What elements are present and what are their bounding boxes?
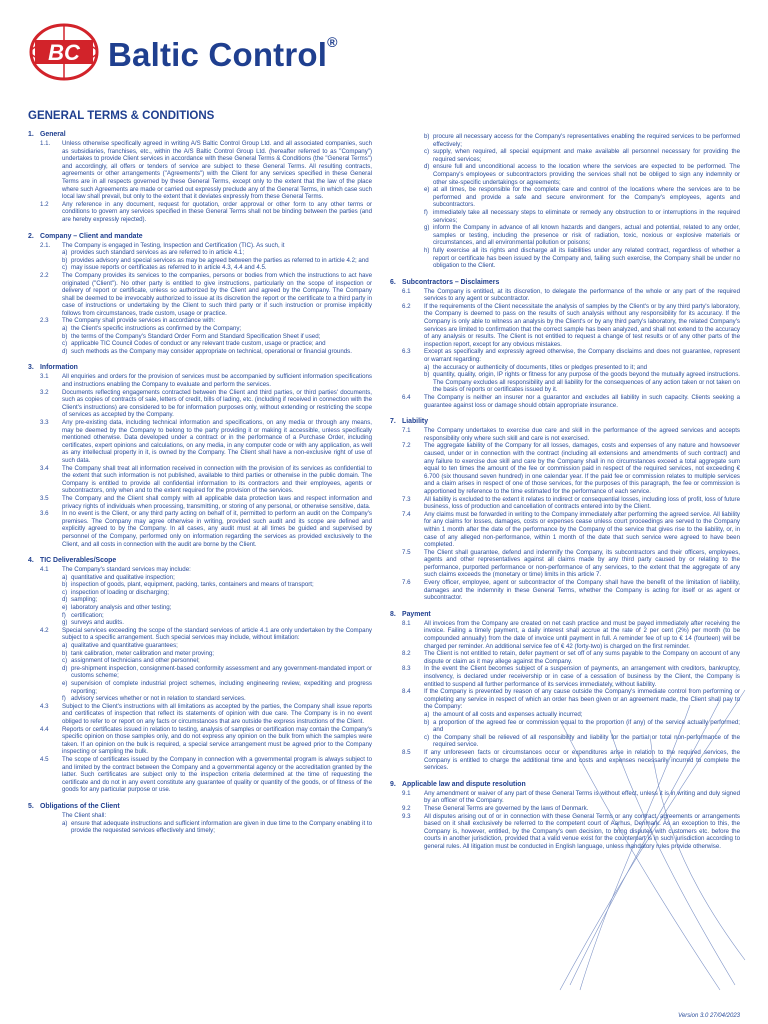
clause-text: Reports or certificates issued in relation to testing, analysis of samples or certification may contain the Company's specific opinion on those samples only, and do not express any opinion on the bulk from which the samples were taken. If an opinion on the bulk is required, a special service arrangement must be agreed prior to the Company inspecting or sampling the bulk.	[62, 725, 372, 756]
clause-number: 8.1	[402, 619, 411, 627]
sub-item	[390, 133, 740, 148]
sub-item-marker: f)	[62, 611, 66, 619]
clause-number: 7.3	[402, 495, 411, 503]
clause-text: Any amendment or waiver of any part of these General Terms is without effect, unless it is in writing and duly signed by an officer of the Company.	[424, 789, 740, 805]
section-title: Information	[40, 364, 78, 372]
clause	[390, 665, 740, 688]
clause	[28, 419, 372, 465]
clause	[390, 288, 740, 303]
sub-item	[28, 333, 372, 341]
section-number: 9.	[390, 780, 396, 788]
sub-item-text: the Company shall be relieved of all responsibility and liability for the partial or total non-performance of the required service.	[433, 733, 740, 749]
clause	[390, 496, 740, 511]
clause-number: 2.2	[40, 271, 49, 279]
clause-text: Any reference in any document, request for quotation, order approval or other form to any other terms or conditions to govern any services specified in these General Terms shall not be binding between the parties (and are hereby expressly rejected).	[62, 200, 372, 223]
section-4	[28, 557, 372, 794]
section-3	[28, 364, 372, 548]
sub-item	[28, 820, 372, 835]
sub-item	[390, 247, 740, 270]
clause	[390, 427, 740, 442]
version-label: Version 3.0 27/04/2023	[678, 1013, 740, 1019]
clause	[28, 242, 372, 250]
sub-item-marker: a)	[62, 642, 68, 650]
clause-number: 7.2	[402, 442, 411, 450]
sub-item	[28, 650, 372, 658]
clause	[390, 511, 740, 549]
clause	[28, 140, 372, 201]
sub-item-marker: b)	[424, 371, 430, 379]
clause-text: These General Terms are governed by the laws of Denmark.	[424, 804, 589, 812]
header	[28, 22, 408, 82]
clause	[28, 272, 372, 318]
sub-item-text: procure all necessary access for the Company's representatives enabling the required services to be performed effectively;	[433, 133, 740, 148]
section-title: TIC Deliverables/Scope	[40, 557, 117, 565]
section-number: 3.	[28, 364, 34, 372]
clause-number: 9.3	[402, 812, 411, 820]
section-9	[390, 781, 740, 851]
sub-item-text: laboratory analysis and other testing;	[71, 604, 172, 612]
sub-item	[28, 257, 372, 265]
clause-text: The Company's standard services may include:	[62, 566, 191, 574]
sub-item-marker: a)	[62, 573, 68, 581]
section-number: 1.	[28, 131, 34, 138]
sub-item-text: at all times, be responsible for the complete care and control of the locations where the services are to be performed and provide a safe and secure environment for the Company's employees, agents and subcontractors.	[433, 186, 740, 209]
section-title: Applicable law and dispute resolution	[402, 780, 526, 788]
clause	[390, 303, 740, 349]
sub-item-text: the terms of the Company's Standard Order Form and Standard Specification Sheet if used;	[71, 332, 321, 340]
sub-item-text: inspection of goods, plant, equipment, packing, tanks, containers and means of transport;	[71, 581, 314, 589]
clause	[390, 749, 740, 772]
sub-item	[28, 619, 372, 627]
sub-item-marker: b)	[62, 581, 68, 589]
right-column	[390, 133, 740, 859]
sub-item-marker: c)	[62, 657, 68, 665]
sub-item-marker: a)	[62, 249, 68, 257]
clause-number: 3.2	[40, 388, 49, 396]
clause-number: 3.3	[40, 419, 49, 426]
clause	[390, 579, 740, 602]
section-title: Obligations of the Client	[40, 802, 120, 810]
sub-item-text: such methods as the Company may consider appropriate on technical, operational or financial grounds.	[71, 347, 352, 355]
sub-item-text: supply, when required, all special equipment and make available all personnel necessary for providing the required services;	[433, 148, 740, 163]
sub-item	[28, 581, 372, 589]
sub-item-text: a proportion of the agreed fee or commission equal to the proportion (if any) of the service actually performed; and	[433, 718, 740, 734]
clause	[28, 703, 372, 726]
sub-item	[28, 680, 372, 695]
section-7	[390, 418, 740, 602]
left-column	[28, 131, 372, 844]
clause-number: 4.5	[40, 755, 49, 763]
section-heading	[28, 557, 372, 565]
sub-item-marker: d)	[62, 347, 68, 355]
sub-item-marker: f)	[424, 208, 428, 216]
clause-number: 4.4	[40, 725, 49, 733]
section-heading	[28, 803, 372, 811]
section-title: General	[40, 131, 66, 138]
clause	[28, 201, 372, 224]
clause-number: 1.1.	[40, 140, 51, 147]
sub-item	[28, 249, 372, 257]
sub-item	[390, 711, 740, 719]
sub-item-marker: c)	[62, 340, 68, 348]
sub-item-marker: b)	[62, 649, 68, 657]
sub-item-text: surveys and audits.	[71, 619, 124, 627]
clause	[28, 726, 372, 756]
sub-item	[28, 348, 372, 356]
sub-item-text: quantitative and qualitative inspection;	[71, 573, 175, 581]
clause	[390, 442, 740, 495]
clause-number: 6.2	[402, 302, 411, 310]
sub-item-marker: a)	[424, 363, 430, 371]
sub-item	[28, 574, 372, 582]
clause	[28, 389, 372, 419]
clause-text: All invoices from the Company are created on net cash practice and must be payed immediately after receiving the invoice. Failing a timely payment, a daily interest shall accrue at the rate of 2 per cent (2%) per month (to be compounded annually) from the date of invoice until payment in full. A reminder fee of up to € 14 (fourteen) will be charged per reminder. An additional service fee of € 42 (forty-two) is charged on the first reminder.	[424, 619, 740, 650]
clause-text: The Company undertakes to exercise due care and skill in the performance of the agreed services and accepts responsibility only where such skill and care is not exercised.	[424, 427, 740, 442]
sub-item-marker: g)	[62, 619, 68, 627]
sub-item-marker: b)	[424, 133, 430, 140]
sub-item	[390, 148, 740, 163]
sub-item-marker: f)	[62, 695, 66, 703]
section-heading	[28, 364, 372, 372]
clause	[390, 549, 740, 579]
clause	[28, 566, 372, 574]
clause-number: 9.2	[402, 804, 411, 812]
section-heading	[390, 781, 740, 789]
clause-number: 7.4	[402, 510, 411, 518]
clause-text: If the requirements of the Client necessitate the analysis of samples by the Client's or by any third party's laboratory, the Company is deemed to pass on the results of such analysis without any responsibility for its accuracy. If the Company is only able to witness an analysis by the Client's or by any third party's laboratory, the related Company's services are limited to confirmation that the correct sample has been analyzed, and shall not extend to the accuracy of any analysis or results. The Client is not entitled to request a change of test results or of any other parts of the inspection report, except for any obvious mistakes.	[424, 302, 740, 348]
clause-text: Every officer, employee, agent or subcontractor of the Company shall have the benefit of the limitation of liability, damages and the indemnity in these General Terms, whether the Company is acting for itself or as agent or subcontractor.	[424, 579, 740, 602]
clause-text: The Company is engaged in Testing, Inspection and Certification (TIC). As such, it	[62, 241, 285, 249]
sub-item	[390, 224, 740, 247]
section-heading	[390, 279, 740, 287]
sub-item-text: inform the Company in advance of all known hazards and dangers, actual and potential, related to any order, samples or testing, including the presence or risk of radiation, toxic, noxious or explosive materials or circumstances, and all environmental pollution or poisons;	[433, 224, 740, 247]
sub-item	[28, 612, 372, 620]
sub-item-marker: e)	[424, 186, 430, 194]
clause-number: 4.3	[40, 702, 49, 710]
clause-text: The scope of certificates issued by the Company in connection with a governmental program is always subject to and limited by the contract between the Company and a governmental agency or the accreditation granted by the latter. Such certificates are subject only to the inspection criteria determined at the time of requesting the certificate and do not in any event constitute any guarantee of quality or quantity of the goods, or of fitness of the goods for any particular purpose or use.	[62, 755, 372, 794]
clause-number: 4.2	[40, 626, 49, 634]
sub-item	[28, 642, 372, 650]
clause-number: 8.2	[402, 650, 411, 658]
sub-item-marker: c)	[424, 148, 430, 156]
sub-item	[28, 340, 372, 348]
clause-number: 2.1.	[40, 241, 51, 249]
clause-text: The Company is entitled, at its discretion, to delegate the performance of the whole or any part of the required services to any agent or subcontractor.	[424, 287, 740, 303]
sub-item-marker: b)	[424, 718, 430, 726]
section-5-continued	[390, 133, 740, 270]
clause-text: Documents reflecting engagements contracted between the Client and third parties, or third parties' documents, such as copies of contracts of sale, letters of credit, bills of lading, etc. (including if received in connection with the Client's instructions) are considered to be for information purposes only, without extending or restricting the scope of services as accepted by the Company.	[62, 388, 372, 419]
clause	[28, 627, 372, 642]
clause-text: Special services exceeding the scope of the standard services of article 4.1 are only undertaken by the Company subject to a specific arrangement. Such special services may include, without limitation:	[62, 626, 372, 642]
sub-item	[28, 604, 372, 612]
sub-item-marker: d)	[62, 596, 68, 604]
clause-number: 7.6	[402, 579, 411, 587]
clause	[390, 620, 740, 650]
sub-item-text: inspection of loading or discharging;	[71, 588, 169, 596]
sub-item-text: certification;	[71, 611, 104, 619]
clause-number: 6.1	[402, 287, 411, 295]
clause	[390, 805, 740, 813]
clause-text: In no event is the Client, or any third party acting on behalf of it, permitted to perform an audit on the Company's premises. The Company may agree otherwise in writing, provided such audit and its scope are defined and explicitly agreed to by the Company. In all cases, any audit must at all times be guided and supervised by personnel of the Company, performed only on information regarding the services as provided exclusively to the Client, and all costs in connection with the audit are borne by the Client.	[62, 510, 372, 548]
sub-item	[28, 695, 372, 703]
section-title: Liability	[402, 418, 429, 426]
sub-item-text: immediately take all necessary steps to eliminate or remedy any obstruction to or interruptions in the required services;	[433, 208, 740, 224]
section-number: 7.	[390, 418, 396, 426]
clause-text: All liability is excluded to the extent it relates to indirect or consequential losses, including loss of profit, loss of future business, loss of production and cancellation of contracts entered into by the Client.	[424, 495, 740, 511]
sub-item-marker: a)	[424, 710, 430, 718]
sub-item	[390, 163, 740, 186]
sub-item	[390, 371, 740, 394]
sub-item-text: ensure full and unconditional access to the location where the services are expected to be performed. The Company's employees or subcontractors providing the services shall not be obliged to sign any indemnity or other site-specific undertakings or agreements;	[433, 163, 740, 186]
sub-item-text: the amount of all costs and expenses actually incurred;	[433, 710, 583, 718]
section-number: 2.	[28, 232, 34, 240]
clause-text: The Company and the Client shall comply with all applicable data protection laws and respect information and privacy rights of individuals when processing, transmitting, or storing of any personal, or otherwise sensitive, data.	[62, 494, 372, 510]
baltic-control-logo-icon	[28, 22, 100, 82]
clause-text: All disputes arising out of or in connection with these General Terms or any contract, agreements or arrangements based on it shall exclusively be referred to the competent court of Aarhus, Denmark. As an exception to this, the Company is, however, entitled, by the Company's own decision, to bring disputes with customers etc. before the courts in another jurisdiction, provided that a valid venue exist for the counterpart is in such jurisdiction according to general rules. All litigation must be conducted in English language, unless mandatory rules provide otherwise.	[424, 812, 740, 850]
clause	[390, 790, 740, 805]
clause-number: 1.2	[40, 200, 49, 208]
clause-number: 3.4	[40, 464, 49, 472]
clause-number: 8.3	[402, 665, 411, 673]
clause	[28, 373, 372, 388]
sub-item-text: sampling;	[71, 596, 98, 604]
clause-number: 7.5	[402, 548, 411, 556]
clause-text: In the event the Client becomes subject of a suspension of payments, an arrangement with creditors, bankruptcy, insolvency, is declared under receivership or in case of a cessation of business by the Client, the Company is entitled to suspend all further performance of its services immediately, without liability.	[424, 665, 740, 688]
sub-item-text: applicable TIC Council Codes of conduct or any relevant trade custom, usage or practice; and	[71, 340, 326, 348]
clause-text: Subject to the Client's instructions with all limitations as accepted by the parties, the Company shall issue reports and certificates of inspection that reflect its statements of opinion with due care. The Company is in no event obliged to refer to or report on any facts or circumstances that are outside the express instructions of the Client.	[62, 702, 372, 725]
clause	[28, 510, 372, 548]
clause	[28, 495, 372, 510]
sub-item-text: supervision of complete industrial project schemes, including engineering review, expediting and progress reporting;	[71, 680, 372, 695]
section-heading	[28, 233, 372, 241]
sub-item-marker: a)	[62, 325, 68, 333]
sub-item-text: provides advisory and special services as may be agreed between the parties as referred to in article 4.2; and	[71, 256, 369, 264]
sub-item-marker: e)	[62, 604, 68, 612]
sub-item	[28, 657, 372, 665]
sub-item	[28, 665, 372, 680]
section-title: Subcontractors – Disclaimers	[402, 278, 500, 286]
clause	[28, 465, 372, 495]
sub-item	[28, 264, 372, 272]
document-title: GENERAL TERMS & CONDITIONS	[28, 110, 215, 122]
registered-mark: ®	[327, 34, 338, 50]
clause-text: Except as specifically and expressly agreed otherwise, the Company disclaims and does not guarantee, represent or warrant regarding:	[424, 348, 740, 364]
sub-item-text: advisory services whether or not in relation to standard services.	[71, 695, 246, 703]
sub-item-marker: c)	[62, 588, 68, 596]
sub-item	[28, 325, 372, 333]
sub-item-text: qualitative and quantitative guarantees;	[71, 642, 178, 650]
clause-number: 3.1	[40, 373, 49, 381]
clause	[390, 650, 740, 665]
clause-intro: The Client shall:	[62, 811, 107, 819]
sub-item-marker: h)	[424, 246, 430, 254]
clause-text: The Client shall guarantee, defend and indemnify the Company, its subcontractors and their officers, employees, agents and other representatives against all claims made by any third party caused by or relating to the performance, purported performance or non-performance of any services, to the extent that the aggregate of any such claims exceeds the (monetary or time) limits in this article 7.	[424, 548, 740, 579]
sub-item-marker: b)	[62, 256, 68, 264]
sub-item	[28, 596, 372, 604]
sub-item	[28, 589, 372, 597]
section-number: 5.	[28, 802, 34, 810]
clause-text: Any claims must be forwarded in writing to the Company immediately after performing the agreed service. All liability for any claims for losses, damages, costs or expenses cease unless court proceedings are served to the Company within 1 month after the date of the performance by the Company of the service that gives rise to the liability, or, in case of any alleged non-performance, within 1 month of the date that such service were agreed to have been completed.	[424, 510, 740, 549]
clause-text: Unless otherwise specifically agreed in writing A/S Baltic Control Group Ltd. and all associated companies, such as subsidiaries, franchises, etc., within the A/S Baltic Control Group Ltd. (hereafter referred to as "Company") undertakes to provide Client services in accordance with these General Terms & Conditions (the "General Terms") and accordingly, all offers or tenders of service are subject to these General Terms. All resulting contracts, agreements or other arrangements ("Agreements") with the Client for any services specified in these General Terms are in all respects governed by these General Terms, except only to the extent that the law of the place where such Agreements are made or carried out expressly preclude any of the General Terms, in which case such local law shall prevail, but only to the extent that it deviates expressly from these General Terms.	[62, 140, 372, 201]
sub-item-text: provides such standard services as are referred to in article 4.1;	[71, 249, 245, 257]
clause	[390, 813, 740, 851]
sub-item-marker: c)	[62, 264, 68, 272]
sub-item-text: may issue reports or certificates as referred to in article 4.3, 4.4 and 4.5.	[71, 264, 267, 272]
sub-item-text: pre-shipment inspection, consignment-based conformity assessment and any government-mandated import or customs scheme;	[71, 664, 372, 680]
clause	[28, 756, 372, 794]
sub-item-marker: c)	[424, 733, 430, 741]
sub-item-text: ensure that adequate instructions and sufficient information are given in due time to the Company enabling it to provide the requested services effectively and timely;	[71, 819, 372, 835]
sub-item-marker: g)	[424, 224, 430, 232]
sub-item-marker: d)	[62, 664, 68, 672]
sub-item-text: assignment of technicians and other personnel;	[71, 657, 200, 665]
sub-item-text: the Client's specific instructions as confirmed by the Company;	[71, 325, 242, 333]
clause-number: 3.6	[40, 510, 49, 518]
clause-text: If any unforeseen facts or circumstances occur or expenditures arise in relation to the required services, the Company is entitled to charge the additional time and costs and expenses necessarily incurred to complete the services.	[424, 748, 740, 772]
clause-number: 6.3	[402, 348, 411, 356]
sub-item-marker: d)	[424, 163, 430, 171]
clause-number: 7.1	[402, 427, 411, 435]
clause-number: 3.5	[40, 494, 49, 502]
sub-item	[390, 209, 740, 224]
section-8	[390, 611, 740, 772]
section-number: 6.	[390, 278, 396, 286]
clause-text: If the Company is prevented by reason of any cause outside the Company's immediate control from performing or completing any service in respect of which an order has been given or an agreement made, the Client shall pay to the Company:	[424, 688, 740, 711]
clause-text: The Company shall treat all information received in connection with the provision of its services as confidential to the extent that such information is not published, available to third parties or otherwise in the public domain. The Company is entitled to provide all confidential information to its contractors and their employees, agents or subcontractors, only when and to the extent required for the provision of the services.	[62, 464, 372, 495]
sub-item-text: quantity, quality, origin, IP rights or fitness for any purpose of the goods beyond the mutually agreed instructions. The Company excludes all responsibility and all liability for the consequences of any action taken or not taken on the basis of reports or certificates issued by it.	[433, 371, 740, 394]
clause-text: Any pre-existing data, including technical information and specifications, on any media or through any means, may be deemed by the Company to belong to the party providing it or making it accessible, unless specifically mentioned otherwise. Data developed under a contract or in the performance of a Purchase Order, including certificates, expert opinions and calculations, on any media, in any computer code or with any application, as well as any intellectual property in it, is owned by the Company. The Client shall have a non-exclusive right of use of such data.	[62, 419, 372, 464]
clause-number: 6.4	[402, 394, 411, 401]
sub-item-text: the accuracy or authenticity of documents, titles or pledges presented to it; and	[433, 363, 648, 371]
clause	[28, 317, 372, 325]
section-heading	[390, 611, 740, 619]
sub-item-marker: b)	[62, 332, 68, 340]
sub-item	[390, 719, 740, 734]
sub-item	[390, 364, 740, 372]
clause-text: The Company provides its services to the companies, persons or bodies from which the instructions to act have originated ("Client"). No other party is entitled to give instructions, particularly on the scope of inspection or delivery of report or certificate, unless so authorized by the Client and agreed by the Company. The Company shall be deemed to be irrevocably authorized to issue at its discretion the report or the certificate to a third party in case of instructions or undertaking by the Client to such third party or if such instruction or promise implicitly follows from circumstances, trade custom, usage or practice.	[62, 271, 372, 317]
brand-name: Baltic Control®	[108, 34, 338, 73]
section-title: Company – Client and mandate	[40, 232, 143, 240]
section-6	[390, 279, 740, 410]
section-number: 8.	[390, 610, 396, 618]
sub-item	[390, 186, 740, 209]
sub-item-marker: e)	[62, 680, 68, 687]
clause-number: 9.1	[402, 789, 411, 797]
logo-initials: BC	[48, 40, 80, 65]
section-title: Payment	[402, 610, 431, 618]
section-1	[28, 131, 372, 224]
section-5	[28, 803, 372, 835]
section-2	[28, 233, 372, 356]
clause	[390, 688, 740, 711]
clause-text: The Client is not entitled to retain, defer payment or set off of any sums payable to the Company on account of any dispute or claim as it may allege against the Company.	[424, 650, 740, 665]
clause-text: The Company is neither an insurer nor a guarantor and excludes all liability in such capacity. Clients seeking a guarantee against loss or damage should obtain appropriate insurance.	[424, 394, 740, 409]
clause-number: 8.4	[402, 688, 411, 696]
section-number: 4.	[28, 557, 34, 565]
clause-text: The aggregate liability of the Company for all losses, damages, costs and expenses of any nature and howsoever caused, under or in connection with the contract (including all extensions and amendments of such contract) and any failure to exercise due skill and care by the Company shall in no circumstances exceed a total aggregate sum equal to ten times the amount of the fee or commission paid in respect of the required services, not exceeding € 6.700 (six thousand seven hundred) in one calendar year. If the paid fee or commission relates to multiple services and a claim arises in respect of one of those services, for the purposes of this paragraph, the fee or commission is apportioned by reference to the time estimated for the performance of each service.	[424, 442, 740, 495]
sub-item-text: fully exercise all its rights and discharge all its liabilities under any related contract, regardless of whether a report or certificate has been issued by the Company and, failing such exercise, the Company shall be under no obligation to the Client.	[433, 246, 740, 270]
sub-item	[390, 734, 740, 749]
clause-number: 2.3	[40, 317, 49, 325]
clause-text: The Company shall provide services in accordance with:	[62, 317, 216, 325]
clause	[390, 394, 740, 409]
section-heading	[28, 131, 372, 139]
clause-number: 4.1	[40, 566, 49, 574]
section-heading	[390, 418, 740, 426]
sub-item-marker: a)	[62, 819, 68, 827]
sub-item-text: tank calibration, meter calibration and meter proving;	[71, 649, 215, 657]
clause-text: All enquiries and orders for the provision of services must be accompanied by sufficient information specifications and instructions enabling the Company to evaluate and perform the services.	[62, 373, 372, 389]
clause	[390, 348, 740, 363]
clause-number: 8.5	[402, 748, 411, 756]
